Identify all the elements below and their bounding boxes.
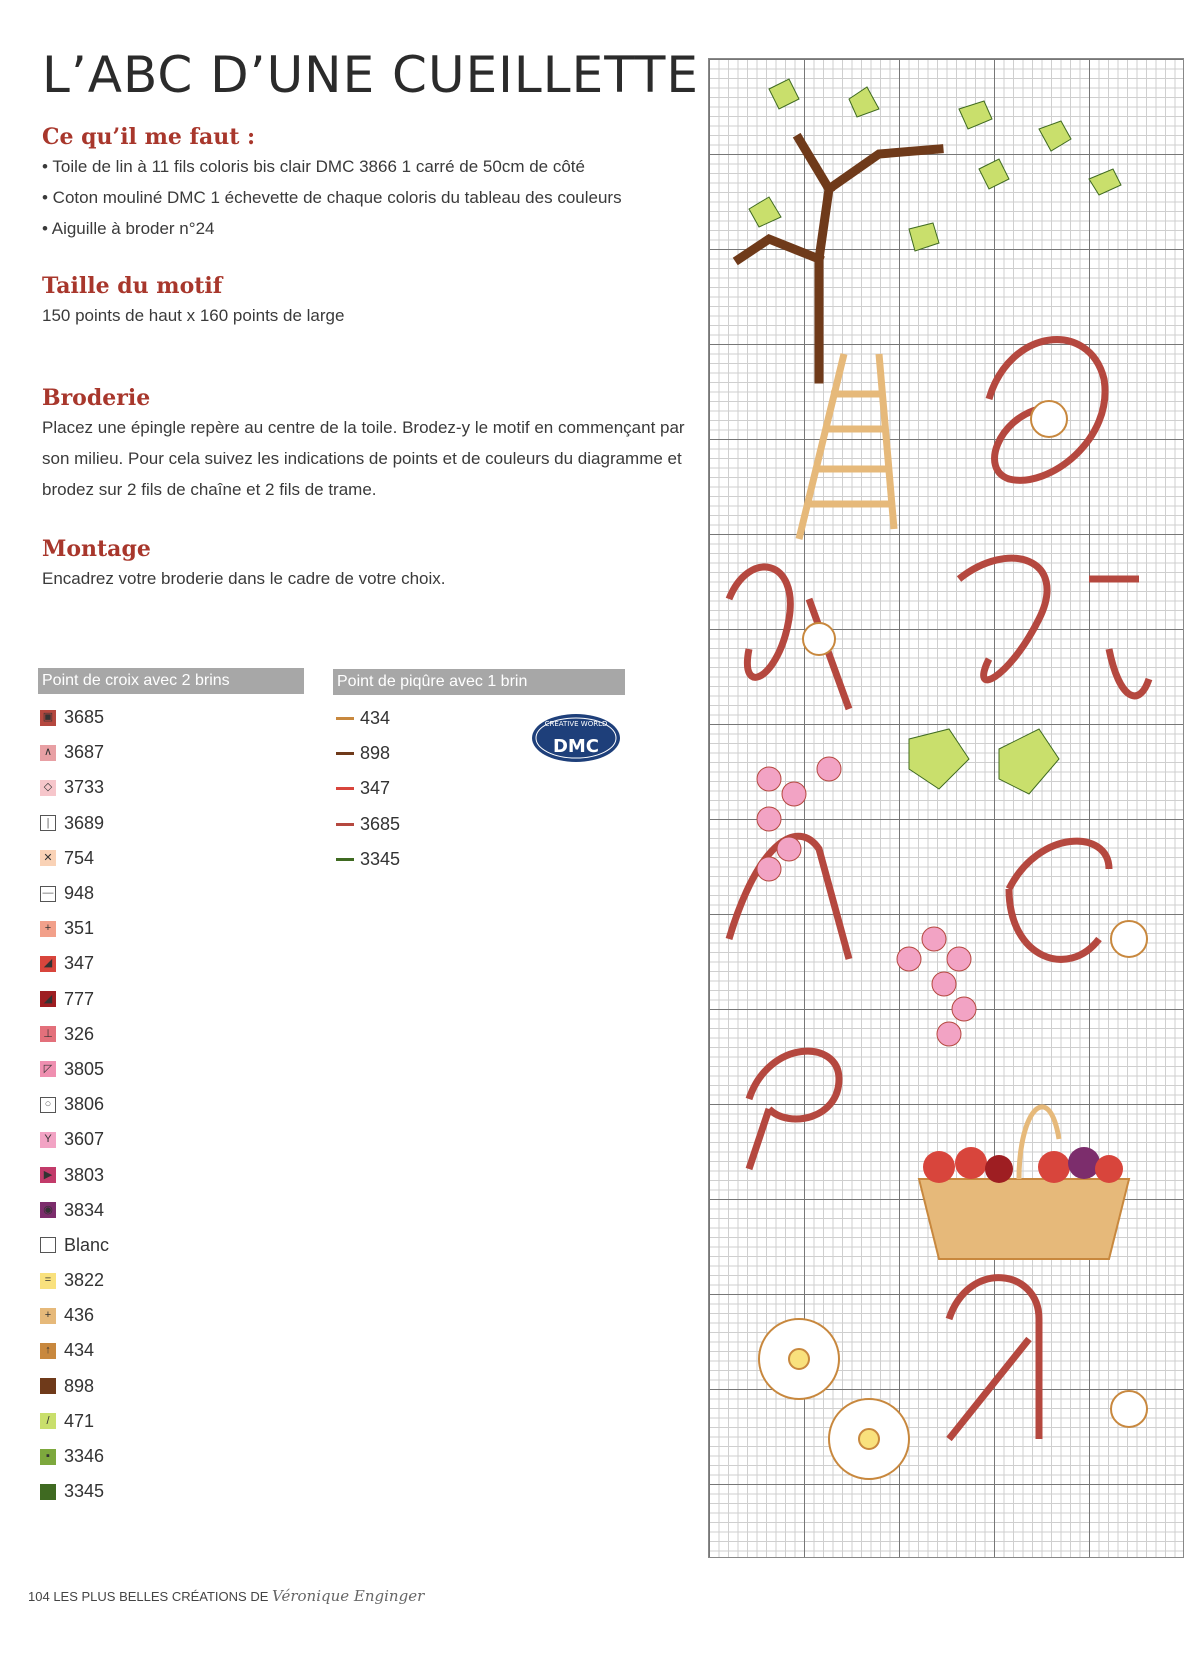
color-code: 434 xyxy=(64,1340,95,1361)
line-swatch-icon xyxy=(336,787,354,790)
materials-list xyxy=(42,151,622,244)
vine-leaves-motif xyxy=(909,729,1059,794)
dmc-logo xyxy=(530,712,622,764)
backstitch-legend-item xyxy=(336,807,400,842)
cross-legend-item xyxy=(40,1052,109,1087)
color-swatch-icon: Y xyxy=(40,1132,56,1148)
color-code: 3822 xyxy=(64,1270,105,1291)
dmc-logo-text: DMC xyxy=(552,736,600,757)
color-code: 351 xyxy=(64,918,95,939)
color-swatch-icon: ⊥ xyxy=(40,1026,56,1042)
cross-legend-item xyxy=(40,1122,109,1157)
backstitch-legend-item xyxy=(336,842,400,877)
color-code: Blanc xyxy=(64,1234,110,1255)
cross-legend-item xyxy=(40,806,109,841)
color-code: 3346 xyxy=(64,1446,105,1467)
size-text: 150 points de haut x 160 points de large xyxy=(42,306,345,325)
color-swatch-icon: ◉ xyxy=(40,1202,56,1218)
leaves-motif xyxy=(749,79,1121,251)
cross-stitch-legend xyxy=(40,700,109,1509)
line-swatch-icon xyxy=(336,717,354,720)
cross-stitch-legend-heading: Point de croix avec 2 brins xyxy=(38,668,304,694)
color-code: 948 xyxy=(64,883,95,904)
color-swatch-icon: ◸ xyxy=(40,1061,56,1077)
color-code: 3345 xyxy=(360,848,401,869)
color-code: 898 xyxy=(360,743,391,764)
mounting-text: Encadrez votre broderie dans le cadre de votre choix. xyxy=(42,569,446,588)
ladder-motif xyxy=(799,354,894,539)
color-code: 3803 xyxy=(64,1164,105,1185)
embroidery-line: brodez sur 2 fils de chaîne et 2 fils de trame. xyxy=(42,480,377,499)
backstitch-legend-item xyxy=(336,736,400,771)
color-swatch-icon: = xyxy=(40,1273,56,1289)
color-code: 754 xyxy=(64,847,95,868)
materials-item: • Coton mouliné DMC 1 échevette de chaque coloris du tableau des couleurs xyxy=(42,188,622,207)
author-signature: Véronique Enginger xyxy=(272,1587,425,1605)
color-code: 3685 xyxy=(360,813,401,834)
basket-motif xyxy=(919,1107,1129,1259)
color-code: 326 xyxy=(64,1023,95,1044)
color-swatch-icon: + xyxy=(40,921,56,937)
color-swatch-icon xyxy=(40,1484,56,1500)
color-code: 3689 xyxy=(64,812,105,833)
color-swatch-icon: — xyxy=(40,886,56,902)
color-swatch-icon: / xyxy=(40,1413,56,1429)
cross-legend-item xyxy=(40,700,109,735)
color-code: 3685 xyxy=(64,707,105,728)
embroidery-line: son milieu. Pour cela suivez les indications de points et de couleurs du diagramme et xyxy=(42,449,682,468)
cross-stitch-chart xyxy=(708,58,1184,1558)
color-code: 434 xyxy=(360,708,391,729)
embroidery-line: Placez une épingle repère au centre de la toile. Brodez-y le motif en commençant par xyxy=(42,418,685,437)
cross-legend-item xyxy=(40,1087,109,1122)
currants-motif xyxy=(757,757,976,1046)
cross-legend-item xyxy=(40,735,109,770)
color-swatch-icon: ◢ xyxy=(40,991,56,1007)
mounting-heading: Montage xyxy=(42,536,151,562)
alphabet-letters-motif xyxy=(729,340,1149,1439)
line-swatch-icon xyxy=(336,752,354,755)
chart-motifs xyxy=(709,59,1185,1559)
materials-item: • Toile de lin à 11 fils coloris bis clair DMC 3866 1 carré de 50cm de côté xyxy=(42,157,585,176)
color-swatch-icon: ◇ xyxy=(40,780,56,796)
cross-legend-item xyxy=(40,1474,109,1509)
embroidery-heading: Broderie xyxy=(42,385,151,411)
materials-heading: Ce qu’il me faut : xyxy=(42,124,256,150)
color-swatch-icon: ◢ xyxy=(40,956,56,972)
color-code: 3733 xyxy=(64,777,105,798)
color-swatch-icon: ↑ xyxy=(40,1343,56,1359)
materials-item: • Aiguille à broder n°24 xyxy=(42,219,215,238)
page-footer xyxy=(28,1587,424,1605)
backstitch-legend-item xyxy=(336,771,400,806)
cross-legend-item xyxy=(40,946,109,981)
color-code: 777 xyxy=(64,988,95,1009)
color-swatch-icon: ✕ xyxy=(40,850,56,866)
cross-legend-item xyxy=(40,770,109,805)
color-code: 3805 xyxy=(64,1058,105,1079)
cross-legend-item xyxy=(40,1193,109,1228)
color-swatch-icon: ▶ xyxy=(40,1167,56,1183)
color-swatch-icon: ○ xyxy=(40,1097,56,1113)
cross-legend-item xyxy=(40,876,109,911)
cross-legend-item xyxy=(40,1439,109,1474)
cross-legend-item xyxy=(40,1404,109,1439)
color-swatch-icon xyxy=(40,1237,56,1253)
cross-legend-item xyxy=(40,1157,109,1192)
color-code: 3345 xyxy=(64,1481,105,1502)
color-swatch-icon xyxy=(40,1378,56,1394)
color-code: 3687 xyxy=(64,742,105,763)
color-code: 3834 xyxy=(64,1199,105,1220)
cross-legend-item xyxy=(40,1017,109,1052)
color-code: 3806 xyxy=(64,1094,105,1115)
color-swatch-icon: ∧ xyxy=(40,745,56,761)
color-swatch-icon: ▣ xyxy=(40,710,56,726)
color-code: 436 xyxy=(64,1305,95,1326)
size-heading: Taille du motif xyxy=(42,273,223,299)
line-swatch-icon xyxy=(336,823,354,826)
backstitch-legend-item xyxy=(336,701,400,736)
series-name: LES PLUS BELLES CRÉATIONS DE xyxy=(53,1589,269,1604)
backstitch-legend xyxy=(336,701,400,877)
line-swatch-icon xyxy=(336,858,354,861)
cross-legend-item xyxy=(40,1333,109,1368)
page-title: L’ABC D’UNE CUEILLETTE xyxy=(42,46,700,104)
color-code: 347 xyxy=(64,953,95,974)
color-swatch-icon: | xyxy=(40,815,56,831)
cross-legend-item xyxy=(40,982,109,1017)
embroidery-text xyxy=(42,412,685,505)
cross-legend-item xyxy=(40,1298,109,1333)
backstitch-legend-heading: Point de piqûre avec 1 brin xyxy=(333,669,625,695)
cross-legend-item xyxy=(40,841,109,876)
color-code: 471 xyxy=(64,1410,95,1431)
dmc-logo-arc-text: CREATIVE WORLD xyxy=(544,720,608,728)
tree-branch-motif xyxy=(739,139,939,379)
cross-legend-item xyxy=(40,1369,109,1404)
color-code: 3607 xyxy=(64,1129,105,1150)
cross-legend-item xyxy=(40,1228,109,1263)
color-swatch-icon: ▪ xyxy=(40,1449,56,1465)
color-swatch-icon: + xyxy=(40,1308,56,1324)
color-code: 347 xyxy=(360,778,391,799)
page-number: 104 xyxy=(28,1589,50,1604)
cross-legend-item xyxy=(40,1263,109,1298)
cross-legend-item xyxy=(40,911,109,946)
color-code: 898 xyxy=(64,1375,95,1396)
